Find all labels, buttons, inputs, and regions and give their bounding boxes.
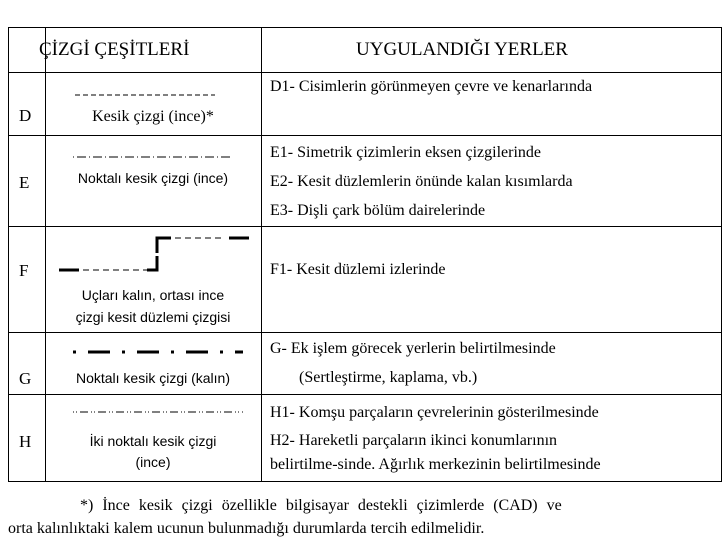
row-divider <box>9 394 721 395</box>
usage-h2-continued: belirtilme-sinde. Ağırlık merkezinin belirtilmesinde <box>270 456 601 473</box>
line-type-name-d: Kesik çizgi (ince)* <box>92 108 214 125</box>
row-letter-d: D <box>19 106 32 125</box>
column-divider-usage <box>261 28 262 481</box>
row-letter-e: E <box>19 173 30 192</box>
line-type-name-e: Noktalı kesik çizgi (ince) <box>77 170 229 186</box>
line-type-name-h-1: İki noktalı kesik çizgi <box>89 433 217 449</box>
usage-f1: F1- Kesit düzlemi izlerinde <box>270 261 446 278</box>
line-type-name-h-2: (ince) <box>135 454 171 470</box>
dashed-thin-line-sample <box>75 92 215 98</box>
row-divider <box>9 72 721 73</box>
footnote-line-1: *) İnce kesik çizgi özellikle bilgisayar destekli çizimlerde (CAD) ve <box>80 497 562 514</box>
usage-d1: D1- Cisimlerin görünmeyen çevre ve kenarlarında <box>270 78 593 95</box>
column-divider-letter <box>45 28 46 481</box>
usage-e1: E1- Simetrik çizimlerin eksen çizgilerinde <box>270 144 542 161</box>
line-type-name-g: Noktalı kesik çizgi (kalın) <box>75 370 231 386</box>
line-type-name-f-2: çizgi kesit düzlemi çizgisi <box>75 309 231 325</box>
footnote-line-2: orta kalınlıktaki kalem ucunun bulunmadığı durumlarda tercih edilmelidir. <box>8 520 485 537</box>
usage-h2: H2- Hareketli parçaların ikinci konumlarının <box>270 432 558 449</box>
usage-h1: H1- Komşu parçaların çevrelerinin gösterilmesinde <box>270 404 599 421</box>
usage-g-detail: (Sertleştirme, kaplama, vb.) <box>299 369 478 386</box>
dash-dot-thin-line-sample <box>73 154 231 160</box>
header-applications: UYGULANDIĞI YERLER <box>356 39 568 60</box>
cutting-plane-line-sample <box>59 233 259 273</box>
row-divider <box>9 332 721 333</box>
row-letter-h: H <box>19 432 32 451</box>
usage-g: G- Ek işlem görecek yerlerin belirtilmesinde <box>270 340 556 357</box>
row-divider <box>9 226 721 227</box>
line-types-table <box>8 27 722 482</box>
dash-dot-thick-line-sample <box>73 348 243 356</box>
line-type-name-f-1: Uçları kalın, ortası ince <box>81 287 225 303</box>
usage-e3: E3- Dişli çark bölüm dairelerinde <box>270 202 486 219</box>
header-line-types: ÇİZGİ ÇEŞİTLERİ <box>39 39 190 60</box>
row-divider <box>9 135 721 136</box>
row-letter-f: F <box>19 261 29 280</box>
double-dot-dash-thin-line-sample <box>73 409 243 415</box>
usage-e2: E2- Kesit düzlemlerin önünde kalan kısımlarda <box>270 173 573 190</box>
row-letter-g: G <box>19 369 32 388</box>
